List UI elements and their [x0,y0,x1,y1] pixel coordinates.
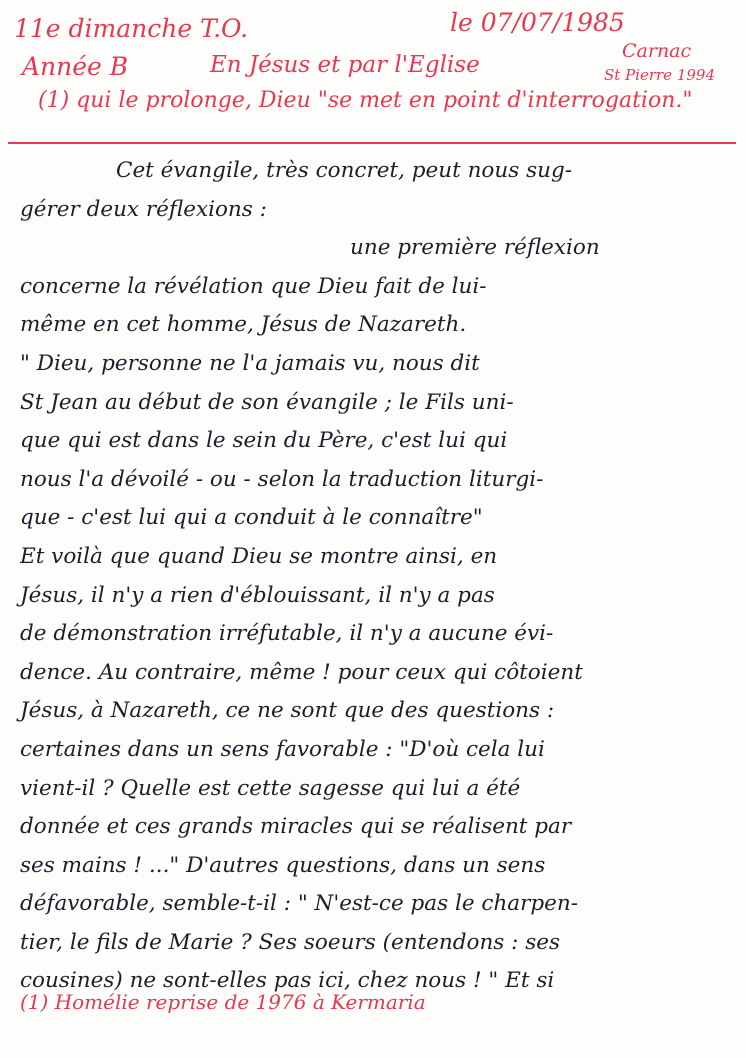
body-line: vient-il ? Quelle est cette sagesse qui lui a été [20,775,521,801]
body-line: Jésus, à Nazareth, ce ne sont que des questions : [20,698,555,724]
body-line: dence. Au contraire, même ! pour ceux qui côtoient [20,659,583,685]
body-line: Cet évangile, très concret, peut nous sug- [116,158,573,183]
body-line: Et voilà que quand Dieu se montre ainsi, en [20,543,498,569]
body-line: " Dieu, personne ne l'a jamais vu, nous dit [20,350,480,376]
header-sunday: 11e dimanche T.O. [14,14,249,43]
body-line: cousines) ne sont-elles pas ici, chez nous ! " Et si [20,968,555,994]
body-line: même en cet homme, Jésus de Nazareth. [20,312,467,338]
header-place: Carnac [622,40,692,62]
header-year: Année B [22,52,129,81]
body-line: que qui est dans le sein du Père, c'est lui qui [20,428,508,454]
header-theme: En Jésus et par l'Eglise [210,52,480,78]
body-line: donnée et ces grands miracles qui se réalisent par [20,814,572,840]
header-divider [8,142,736,144]
body-line: gérer deux réflexions : [20,196,267,222]
body-line: concerne la révélation que Dieu fait de lui- [20,273,487,299]
body-line: une première réflexion [350,235,600,261]
header-place-note: St Pierre 1994 [604,66,715,84]
body-line: Jésus, il n'y a rien d'éblouissant, il n'y a pas [20,582,495,608]
body-line: nous l'a dévoilé - ou - selon la traduction liturgi- [20,466,544,492]
footnote: (1) Homélie reprise de 1976 à Kermaria [20,990,426,1014]
header-date: le 07/07/1985 [450,8,625,37]
body-line: ses mains ! ..." D'autres questions, dans un sens [20,852,546,878]
body-line: que - c'est lui qui a conduit à le connaître" [20,505,483,531]
body-line: défavorable, semble-t-il : " N'est-ce pas le charpen- [20,891,578,917]
body-line: St Jean au début de son évangile ; le Fils uni- [20,389,514,415]
body-line: de démonstration irréfutable, il n'y a aucune évi- [20,621,554,647]
header-subtitle: (1) qui le prolonge, Dieu "se met en point d'interrogation." [38,88,693,113]
body-line: certaines dans un sens favorable : "D'où cela lui [20,736,545,762]
body-text [20,152,720,1001]
body-line: tier, le fils de Marie ? Ses soeurs (entendons : ses [20,929,561,955]
